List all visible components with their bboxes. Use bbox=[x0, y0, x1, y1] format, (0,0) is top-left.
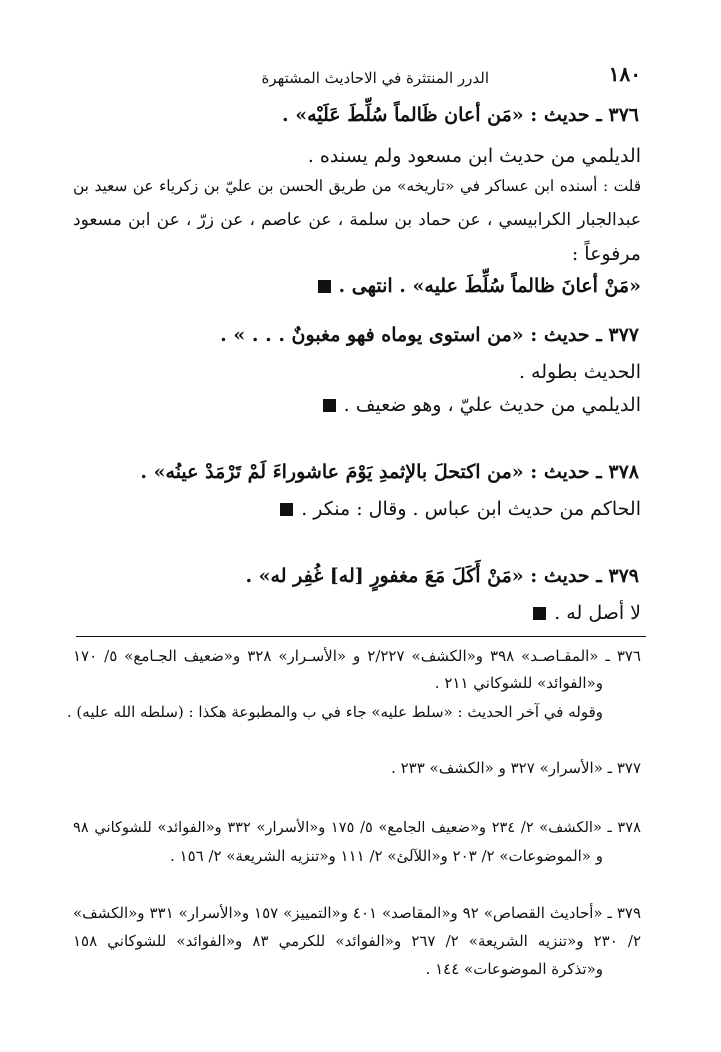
end-marker-icon bbox=[533, 607, 546, 620]
footnote-377-line-1: ٣٧٧ ـ «الأسرار» ٣٢٧ و «الكشف» ٢٣٣ . bbox=[391, 759, 641, 777]
entry-376-quote: «مَنْ أعانَ ظالماً سُلِّطَ عليه» . انتهى . bbox=[338, 275, 641, 297]
footnote-379-line-3: و«تذكرة الموضوعات» ١٤٤ . bbox=[425, 960, 603, 978]
end-marker-icon bbox=[318, 280, 331, 293]
footnote-379-line-1: ٣٧٩ ـ «أحاديث القصاص» ٩٢ و«المقاصد» ٤٠١ و«التمييز» ١٥٧ و«الأسرار» ٣٣١ و«الكشف» bbox=[73, 904, 641, 922]
entry-378-source-line bbox=[280, 498, 641, 521]
footnote-379-line-2: ٢/ ٢٣٠ و«تنزيه الشريعة» ٢/ ٢٦٧ و«الفوائد» للكرمي ٨٣ و«الفوائد» للشوكاني ١٥٨ bbox=[73, 932, 642, 950]
entry-376-title: ٣٧٦ ـ حديث : «مَن أعان ظَالماً سُلِّطَ عَلَيْه» . bbox=[281, 104, 639, 126]
footnote-376-line-2: و«الفوائد» للشوكاني ٢١١ . bbox=[434, 674, 603, 692]
entry-377-source: الديلمي من حديث عليّ ، وهو ضعيف . bbox=[343, 394, 641, 416]
entry-377-title: ٣٧٧ ـ حديث : «من استوى يوماه فهو مغبونٌ . . . » . bbox=[220, 324, 639, 346]
page-number: ١٨٠ bbox=[608, 62, 641, 86]
footnote-separator bbox=[76, 636, 646, 637]
footnote-378-line-2: و «الموضوعات» ٢/ ٢٠٣ و«اللآلئ» ٢/ ١١١ و«تنزيه الشريعة» ٢/ ١٥٦ . bbox=[169, 847, 603, 865]
end-marker-icon bbox=[280, 503, 293, 516]
entry-376-note-line-1: قلت : أسنده ابن عساكر في «تاريخه» من طريق الحسن بن عليّ بن زكرياء عن سعيد بن bbox=[73, 177, 641, 195]
footnote-376-line-3: وقوله في آخر الحديث : «سلط عليه» جاء في ب والمطبوعة هكذا : (سلطه الله عليه) . bbox=[66, 703, 603, 721]
entry-376-note-line-2: عبدالجبار الكرابيسي ، عن حماد بن سلمة ، عن عاصم ، عن زرّ ، عن ابن مسعود bbox=[73, 210, 641, 230]
footnote-376-line-1: ٣٧٦ ـ «المقـاصـد» ٣٩٨ و«الكشف» ٢/٢٢٧ و «الأسـرار» ٣٢٨ و«ضعيف الجـامع» ٥/ ١٧٠ bbox=[73, 647, 641, 665]
entry-379-title: ٣٧٩ ـ حديث : «مَنْ أَكَلَ مَعَ مغفورٍ [له] غُفِر له» . bbox=[245, 565, 639, 587]
entry-377-source-line bbox=[323, 394, 641, 417]
entry-376-quote-line bbox=[318, 275, 642, 298]
entry-378-title: ٣٧٨ ـ حديث : «من اكتحلَ بالإثمدِ يَوْمَ عاشوراءَ لَمْ تَرْمَدْ عينُه» . bbox=[140, 461, 639, 483]
entry-378-source: الحاكم من حديث ابن عباس . وقال : منكر . bbox=[301, 498, 641, 520]
entry-377-line-1: الحديث بطوله . bbox=[518, 361, 641, 383]
entry-379-source-line bbox=[533, 602, 641, 625]
running-header-title: الدرر المنتثرة في الاحاديث المشتهرة bbox=[261, 69, 489, 87]
end-marker-icon bbox=[323, 399, 336, 412]
entry-376-source: الديلمي من حديث ابن مسعود ولم يسنده . bbox=[307, 145, 641, 167]
entry-376-note-line-3: مرفوعاً : bbox=[571, 243, 641, 265]
footnote-378-line-1: ٣٧٨ ـ «الكشف» ٢/ ٢٣٤ و«ضعيف الجامع» ٥/ ١٧٥ و«الأسرار» ٣٣٢ و«الفوائد» للشوكاني ٩٨ bbox=[73, 819, 641, 836]
entry-379-source: لا أصل له . bbox=[554, 602, 641, 624]
